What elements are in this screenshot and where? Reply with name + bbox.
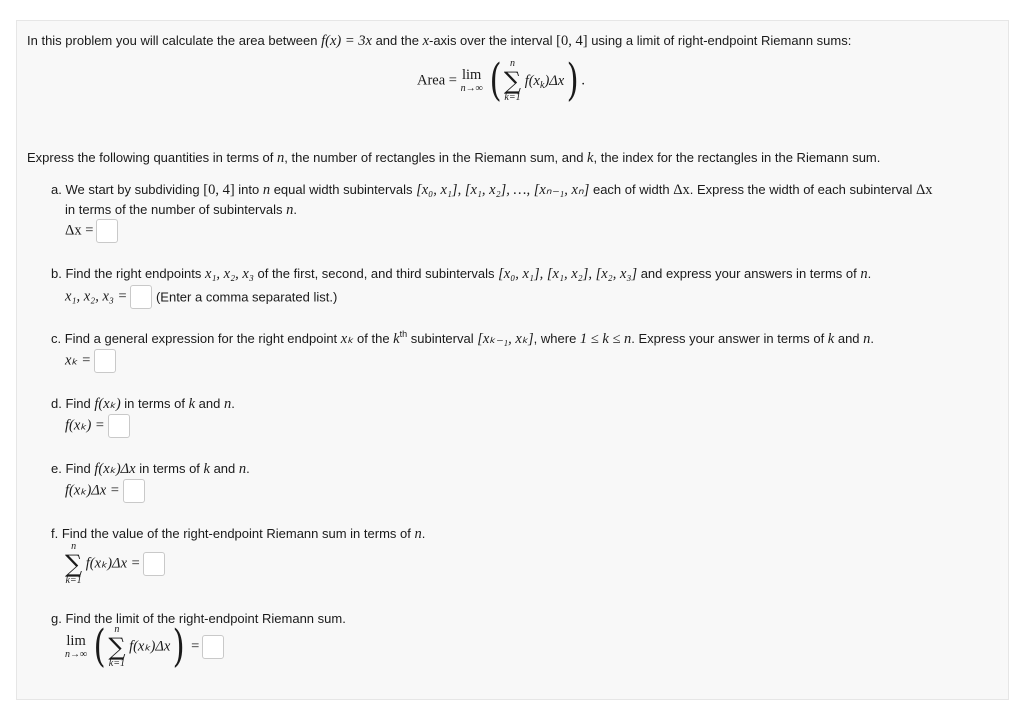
- part-d-question: d. Find f(xₖ) in terms of k and n.: [51, 396, 235, 412]
- area-formula: Area = lim n→∞ ( n ∑ k=1 $f(x_k)\Delta x$) .: [417, 55, 586, 106]
- part-c-answer-row: xₖ =: [65, 349, 116, 373]
- part-a-answer-input[interactable]: [96, 219, 118, 243]
- part-d-answer-input[interactable]: [108, 414, 130, 438]
- part-e-answer-input[interactable]: [123, 479, 145, 503]
- part-g-question: g. Find the limit of the right-endpoint Riemann sum.: [51, 611, 346, 626]
- part-a-answer-row: Δx =: [65, 219, 118, 243]
- part-a-question-line2: in terms of the number of subintervals n.: [65, 202, 297, 218]
- express-text: Express the following quantities in terms of n, the number of rectangles in the Riemann sum, and k, the index for the rectangles in the Riemann sum.: [27, 150, 881, 166]
- part-f-answer-input[interactable]: [143, 552, 165, 576]
- part-d-answer-row: f(xₖ) =: [65, 414, 130, 438]
- part-b-answer-input[interactable]: [130, 285, 152, 309]
- part-c-question: c. Find a general expression for the right endpoint xₖ of the $k^{th}$ subinterval [xₖ₋₁, xₖ], where 1 ≤ k ≤ n. Express your answer in terms of k and n.: [51, 329, 875, 347]
- part-g-answer-row: lim n→∞ ( n ∑ k=1 f(xₖ)Δx) =: [65, 625, 224, 669]
- problem-card: [16, 20, 1009, 700]
- part-a-question: a. We start by subdividing [0, 4] into n equal width subintervals [x₀, x₁], [x₁, x₂], …, [xₙ₋₁, xₙ] each of width Δx. Express the width of each subinterval Δx: [51, 182, 933, 198]
- part-e-answer-row: f(xₖ)Δx =: [65, 479, 145, 503]
- part-c-answer-input[interactable]: [94, 349, 116, 373]
- part-g-answer-input[interactable]: [202, 635, 224, 659]
- part-b-answer-row: x₁, x₂, x₃ = (Enter a comma separated list.): [65, 285, 337, 309]
- part-b-question: b. Find the right endpoints x₁, x₂, x₃ of the first, second, and third subintervals [x₀, x₁], [x₁, x₂], [x₂, x₃] and express your answers in terms of n.: [51, 266, 872, 282]
- intro-text: In this problem you will calculate the area between f(x) = 3x and the x-axis over the interval [0, 4] using a limit of right-endpoint Riemann sums:: [27, 33, 852, 49]
- part-f-question: f. Find the value of the right-endpoint Riemann sum in terms of n.: [51, 526, 426, 542]
- part-b-hint: (Enter a comma separated list.): [155, 289, 338, 305]
- part-e-question: e. Find f(xₖ)Δx in terms of k and n.: [51, 461, 250, 477]
- part-f-answer-row: n ∑ k=1 f(xₖ)Δx =: [65, 542, 165, 586]
